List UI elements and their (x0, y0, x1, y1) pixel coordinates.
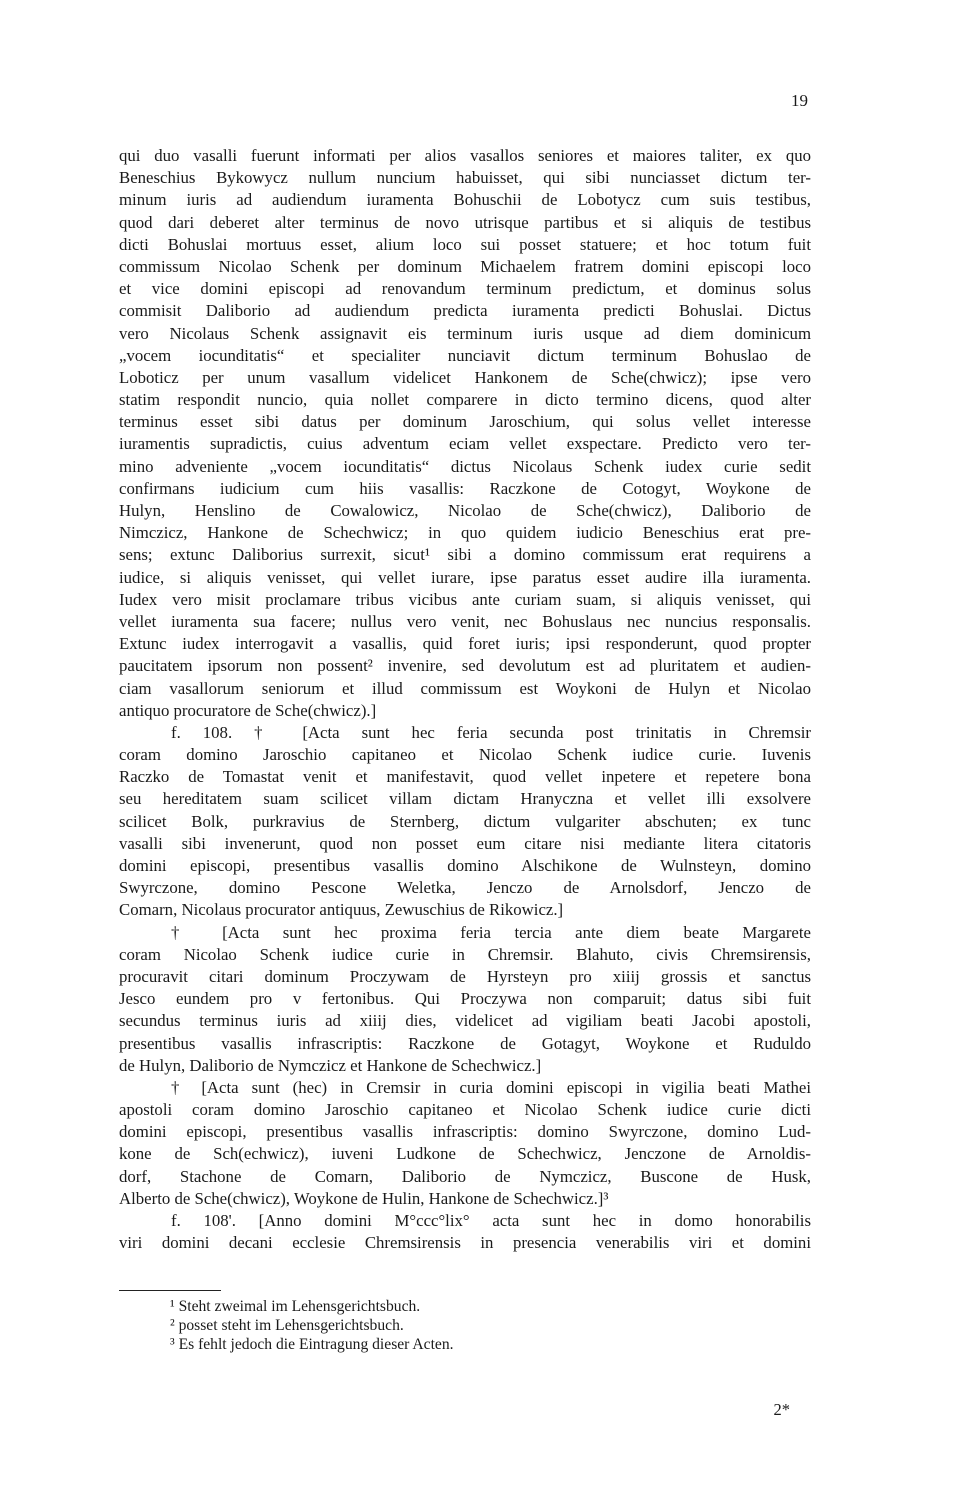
text-line: statim respondit nuncio, quia nollet comparere in dicto termino dicens, quod alter (119, 390, 811, 410)
footnote: ³ Es fehlt jedoch die Eintragung dieser Acten. (170, 1336, 454, 1353)
body-text (119, 145, 811, 1254)
text-line: presentibus vasallis infrascriptis: Raczkone de Gotagyt, Woykone et Ruduldo (119, 1033, 811, 1053)
text-line: Iudex vero misit proclamare tribus vicibus ante curiam suam, si aliquis venisset, qui (119, 589, 811, 609)
footnotes (170, 1297, 770, 1354)
text-line: seu hereditatem suam scilicet villam dictam Hranyczna et vellet illi exsolvere (119, 789, 811, 809)
text-line: confirmans iudicium cum hiis vasallis: Raczkone de Cotogyt, Woykone de (119, 478, 811, 498)
text-line: f. 108. † [Acta sunt hec feria secunda post trinitatis in Chremsir (171, 722, 811, 742)
text-line: ciam vasallorum seniorum et illud commissum est Woykoni de Hulyn et Nicolao (119, 678, 811, 698)
text-line: commisit Daliborio ad audiendum predicta iuramenta predicti Bohuslai. Dictus (119, 301, 811, 321)
text-line: coram Nicolao Schenk iudice curie in Chremsir. Blahuto, civis Chremsirensis, (119, 944, 811, 964)
signature-mark: 2* (773, 1400, 790, 1419)
footnote: ¹ Steht zweimal im Lehensgerichtsbuch. (170, 1298, 421, 1315)
text-line: iudice, si aliquis venisset, qui vellet iurare, ipse paratus esset audire illa iuramenta. (119, 567, 811, 587)
text-line: vero Nicolaus Schenk assignavit eis terminum iuris usque ad diem dominicum (119, 323, 811, 343)
text-line: apostoli coram domino Jaroschio capitaneo et Nicolao Schenk iudice curie dicti (119, 1100, 811, 1120)
text-line: paucitatem ipsorum non possent² invenire, sed devolutum est ad pluritatem et audien- (119, 656, 811, 676)
text-line: qui duo vasalli fuerunt informati per alios vasallos seniores et maiores taliter, ex quo (119, 146, 811, 165)
text-line: Jesco eundem pro v fertonibus. Qui Proczywa non comparuit; datus sibi fuit (119, 989, 811, 1009)
text-line: sens; extunc Daliborius surrexit, sicut¹ sibi a domino commissum erat requirens a (119, 545, 811, 565)
text-line: Extunc iudex interrogavit a vasallis, quid foret iuris; ipsi responderunt, quod propter (119, 634, 811, 654)
text-line: Nimczicz, Hankone de Schechwicz; in quo quidem iudicio Beneschius erat pre- (119, 523, 811, 543)
text-line: Loboticz per unum vasallum videlicet Hankonem de Sche(chwicz); ipse vero (119, 367, 811, 387)
text-line: „vocem iocunditatis“ et specialiter nunciavit dictum terminum Bohuslao de (119, 345, 811, 365)
text-line: domini episcopi, presentibus vasallis infrascriptis: domino Swyrczone, domino Lud- (119, 1122, 811, 1142)
text-line: coram domino Jaroschio capitaneo et Nicolao Schenk iudice curie. Iuvenis (119, 745, 811, 765)
page-number: 19 (791, 91, 808, 110)
text-line: iuramentis supradictis, cuius adventum eciam vellet exspectare. Predicto vero ter- (119, 434, 811, 454)
text-line: viri domini decani ecclesie Chremsirensis in presencia venerabilis viri et domini (119, 1233, 811, 1253)
text-line: minum iuris ad audiendum iuramenta Bohuschii de Lobotycz cum suis testibus, (119, 190, 811, 210)
text-line: domini episcopi, presentibus vasallis domino Alschikone de Wulnsteyn, domino (119, 856, 811, 875)
text-line: et vice domini episcopi ad renovandum terminum predictum, et dominus solus (119, 279, 811, 299)
text-line: vellet iuramenta sua facere; nullus vero venit, nec Bohuslaus nec nuncius responsalis. (119, 611, 811, 631)
footnote: ² posset steht im Lehensgerichtsbuch. (170, 1317, 404, 1334)
text-line: Alberto de Sche(chwicz), Woykone de Hulin, Hankone de Schechwicz.]³ (119, 1188, 609, 1208)
text-line: † [Acta sunt (hec) in Cremsir in curia domini episcopi in vigilia beati Mathei (171, 1077, 811, 1097)
text-line: dicti Bohuslai mortuus esset, alium loco sui posset statuere; et hoc totum fuit (119, 234, 811, 254)
text-line: f. 108'. [Anno domini M°ccc°lix° acta sunt hec in domo honorabilis (171, 1211, 811, 1230)
text-line: Hulyn, Henslino de Cowalowicz, Nicolao de Sche(chwicz), Daliborio de (119, 501, 811, 520)
text-line: dorf, Stachone de Comarn, Daliborio de Nymczicz, Buscone de Husk, (119, 1166, 811, 1186)
text-line: Beneschius Bykowycz nullum nuncium habuisset, qui sibi nunciasset dictum ter- (119, 168, 811, 188)
text-line: † [Acta sunt hec proxima feria tercia ante diem beate Margarete (171, 922, 811, 942)
text-line: kone de Sch(echwicz), iuveni Ludkone de Schechwicz, Jenczone de Arnoldis- (119, 1144, 811, 1164)
text-line: quod dari deberet alter terminus de novo utrisque partibus et si aliquis de testibus (119, 212, 811, 232)
text-line: Comarn, Nicolaus procurator antiquus, Zewuschius de Rikowicz.] (119, 900, 564, 920)
text-line: vasalli sibi invenerunt, quod non posset eum citare nisi mediante litera citatoris (119, 833, 811, 853)
text-line: mino adveniente „vocem iocunditatis“ dictus Nicolaus Schenk iudex curie sedit (119, 456, 811, 476)
text-line: secundus terminus iuris ad xiiij dies, videlicet ad vigiliam beati Jacobi apostoli, (119, 1011, 811, 1031)
text-line: scilicet Bolk, purkravius de Sternberg, dictum vulgariter abschuten; ex tunc (119, 811, 811, 831)
text-line: commissum Nicolao Schenk per dominum Michaelem fratrem domini episcopi loco (119, 256, 811, 276)
text-line: Raczko de Tomastat venit et manifestavit, quod vellet inpetere et repetere bona (119, 767, 811, 787)
text-line: antiquo procuratore de Sche(chwicz).] (119, 700, 377, 720)
text-line: Swyrczone, domino Pescone Weletka, Jenczo de Arnolsdorf, Jenczo de (119, 878, 811, 898)
footnote-rule (119, 1290, 221, 1291)
text-line: procuravit citari dominum Proczywam de Hyrsteyn pro xiiij grossis et sanctus (119, 966, 811, 986)
text-line: de Hulyn, Daliborio de Nymczicz et Hankone de Schechwicz.] (119, 1055, 542, 1075)
text-line: terminus esset sibi datus per dominum Jaroschium, qui solus vellet interesse (119, 412, 811, 432)
